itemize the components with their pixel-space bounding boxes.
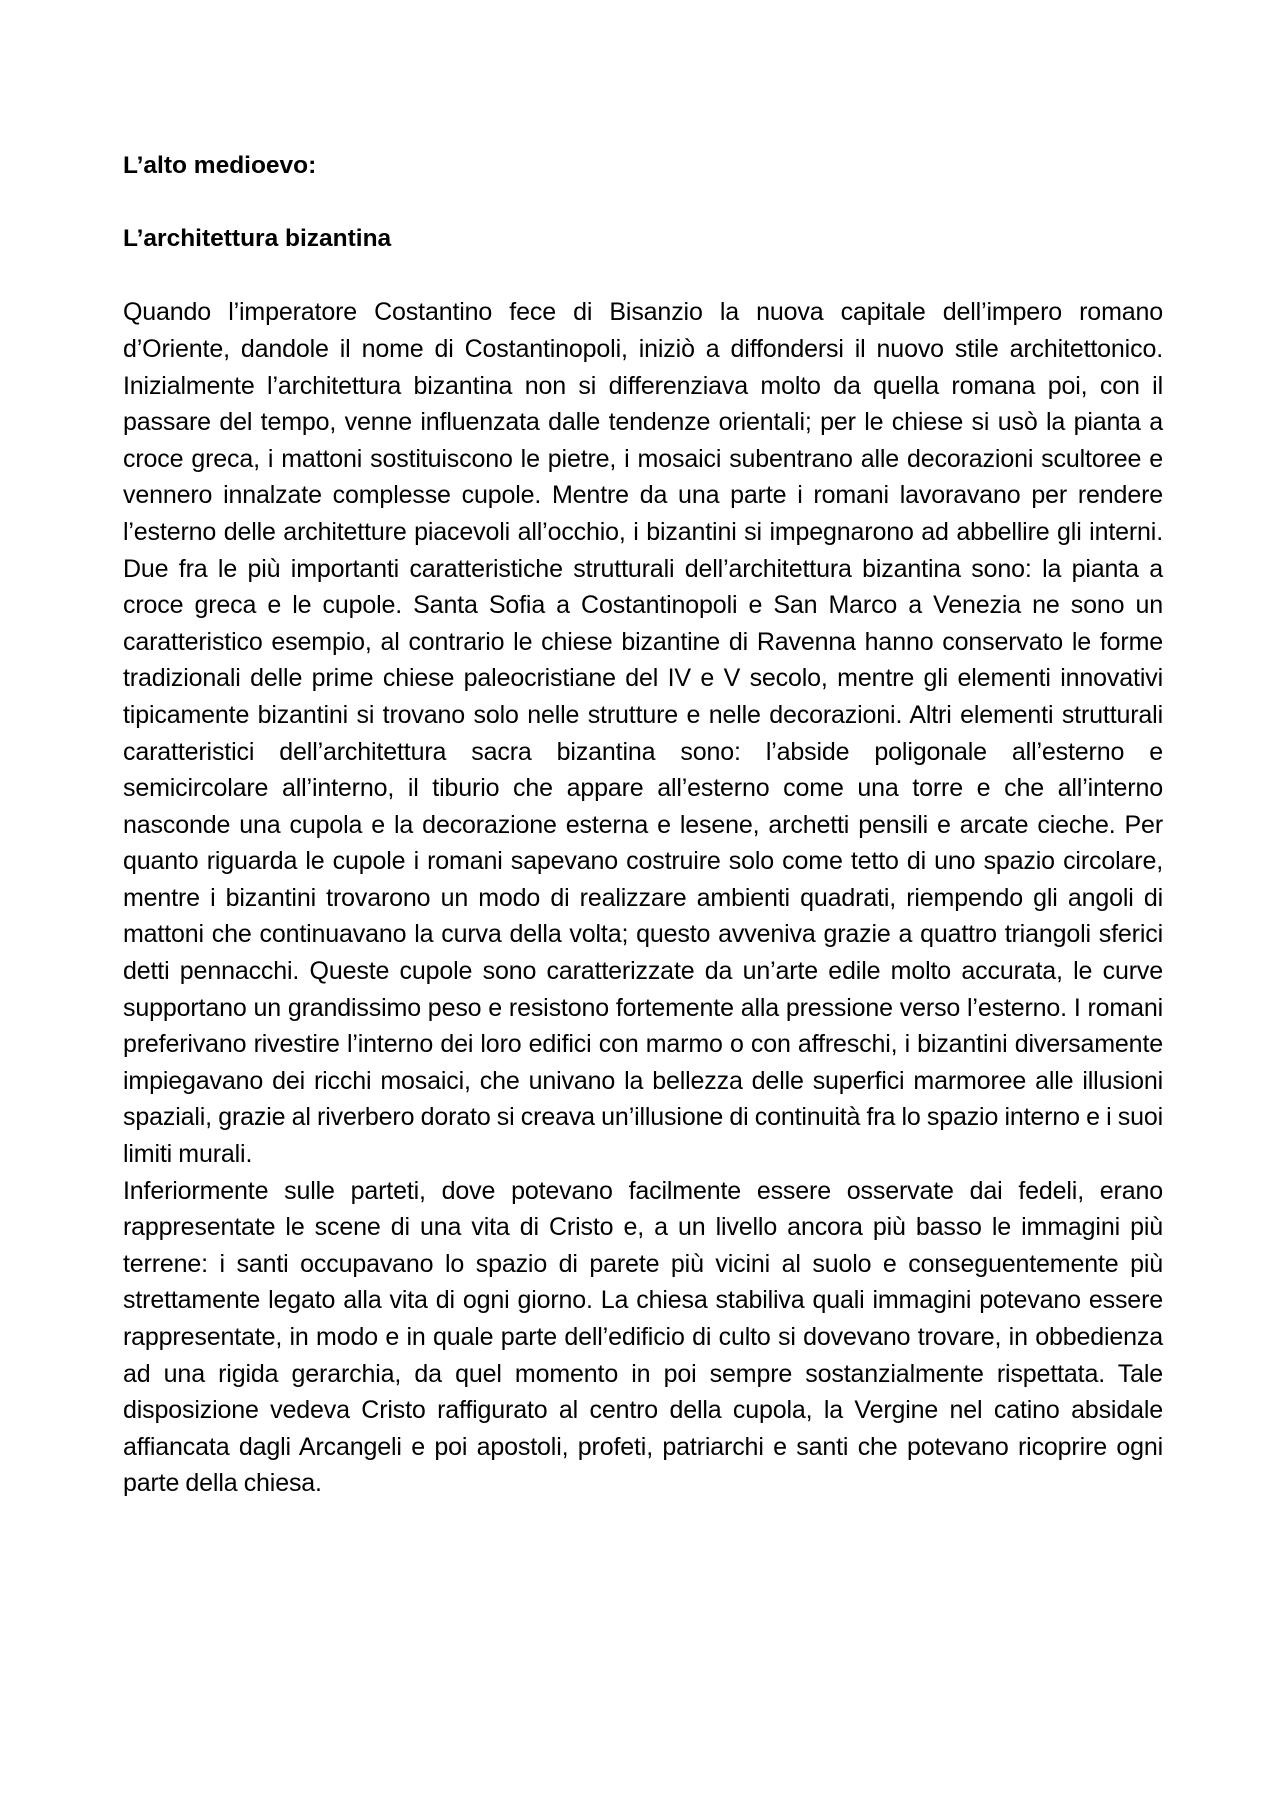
document-page (123, 148, 1163, 1502)
body-paragraph-2: Inferiormente sulle parteti, dove potevano facilmente essere osservate dai fedeli, erano rappresentate le scene di una vita di Cristo e, a un livello ancora più basso le immagini più terrene: i santi occupavano lo spazio di parete più vicini al suolo e conseguentemente più strettamente legato alla vita di ogni giorno. La chiesa stabiliva quali immagini potevano essere rappresentate, in modo e in quale parte dell’edificio di culto si dovevano trovare, in obbedienza ad una rigida gerarchia, da quel momento in poi sempre sostanzialmente rispettata. Tale disposizione vedeva Cristo raffigurato al centro della cupola, la Vergine nel catino absidale affiancata dagli Arcangeli e poi apostoli, profeti, patriarchi e santi che potevano ricoprire ogni parte della chiesa. (123, 1176, 1163, 1498)
document-title: L’alto medioevo: (123, 152, 317, 179)
section-heading: L’architettura bizantina (123, 225, 392, 253)
body-paragraph-1: Quando l’imperatore Costantino fece di Bisanzio la nuova capitale dell’impero romano d’Oriente, dandole il nome di Costantinopoli, iniziò a diffondersi il nuovo stile architettonico. Inizialmente l’architettura bizantina non si differenziava molto da quella romana poi, con il passare del tempo, venne influenzata dalle tendenze orientali; per le chiese si usò la pianta a croce greca, i mattoni sostituiscono le pietre, i mosaici subentrano alle decorazioni scultoree e vennero innalzate complesse cupole. Mentre da una parte i romani lavoravano per rendere l’esterno delle architetture piacevoli all’occhio, i bizantini si impegnarono ad abbellire gli interni. Due fra le più importanti caratteristiche strutturali dell’architettura bizantina sono: la pianta a croce greca e le cupole. Santa Sofia a Costantinopoli e San Marco a Venezia ne sono un caratteristico esempio, al contrario le chiese bizantine di Ravenna hanno conservato le forme tradizionali delle prime chiese paleocristiane del IV e V secolo, mentre gli elementi innovativi tipicamente bizantini si trovano solo nelle strutture e nelle decorazioni. Altri elementi strutturali caratteristici dell’architettura sacra bizantina sono: l’abside poligonale all’esterno e semicircolare all’interno, il tiburio che appare all’esterno come una torre e che all’interno nasconde una cupola e la decorazione esterna e lesene, archetti pensili e arcate cieche. Per quanto riguarda le cupole i romani sapevano costruire solo come tetto di uno spazio circolare, mentre i bizantini trovarono un modo di realizzare ambienti quadrati, riempendo gli angoli di mattoni che continuavano la curva della volta; questo avveniva grazie a quattro triangoli sferici detti pennacchi. Queste cupole sono caratterizzate da un’arte edile molto accurata, le curve supportano un grandissimo peso e resistono fortemente alla pressione verso l’esterno. I romani preferivano rivestire l’interno dei loro edifici con marmo o con affreschi, i bizantini diversamente impiegavano dei ricchi mosaici, che univano la bellezza delle superfici marmoree alle illusioni spaziali, grazie al riverbero dorato si creava un’illusione di continuità fra lo spazio interno e i suoi limiti murali. (123, 298, 1163, 1169)
